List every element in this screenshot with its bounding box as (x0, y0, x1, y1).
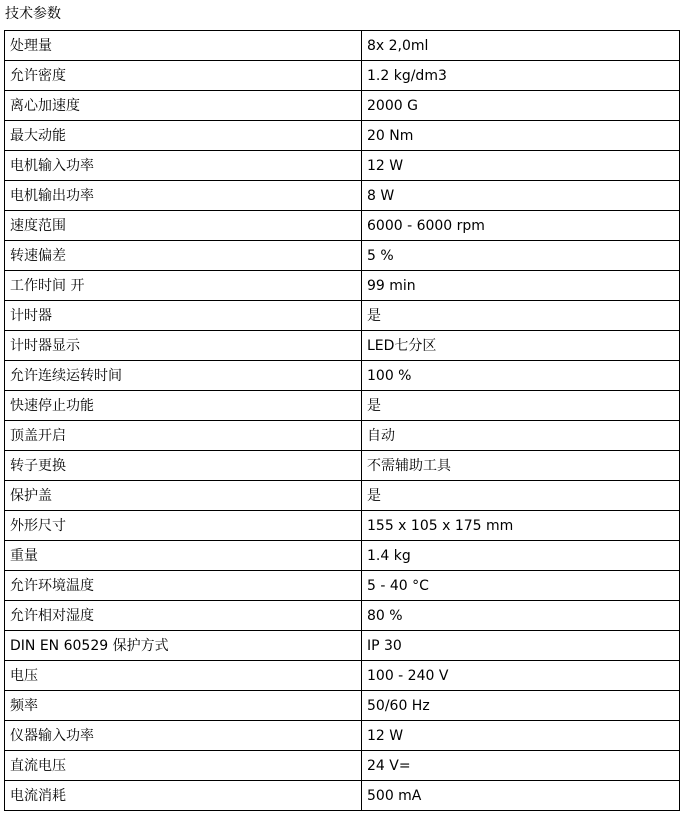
section-title: 技术参数 (5, 6, 61, 22)
spec-name-cell: 电流消耗 (5, 781, 362, 811)
spec-table (4, 30, 680, 811)
spec-name-cell: 保护盖 (5, 481, 362, 511)
spec-value-cell: 是 (362, 481, 680, 511)
spec-value-cell: 100 % (362, 361, 680, 391)
spec-value-cell: 6000 - 6000 rpm (362, 211, 680, 241)
table-row (5, 721, 680, 751)
table-row (5, 481, 680, 511)
spec-name-cell: 外形尺寸 (5, 511, 362, 541)
spec-name-cell: 最大动能 (5, 121, 362, 151)
spec-value-cell: 自动 (362, 421, 680, 451)
spec-value-cell: 5 % (362, 241, 680, 271)
table-row (5, 541, 680, 571)
table-row (5, 271, 680, 301)
table-row (5, 571, 680, 601)
spec-value-cell: 1.2 kg/dm3 (362, 61, 680, 91)
spec-value-cell: 5 - 40 °C (362, 571, 680, 601)
table-row (5, 661, 680, 691)
table-row (5, 181, 680, 211)
spec-value-cell: 是 (362, 301, 680, 331)
table-row (5, 331, 680, 361)
table-row (5, 361, 680, 391)
table-row (5, 511, 680, 541)
spec-name-cell: 顶盖开启 (5, 421, 362, 451)
spec-value-cell: 50/60 Hz (362, 691, 680, 721)
table-row (5, 121, 680, 151)
spec-value-cell: 155 x 105 x 175 mm (362, 511, 680, 541)
table-row (5, 301, 680, 331)
spec-name-cell: 电机输入功率 (5, 151, 362, 181)
spec-table-body (5, 31, 680, 811)
table-row (5, 241, 680, 271)
spec-name-cell: 电机输出功率 (5, 181, 362, 211)
spec-name-cell: DIN EN 60529 保护方式 (5, 631, 362, 661)
spec-value-cell: 不需辅助工具 (362, 451, 680, 481)
table-row (5, 391, 680, 421)
spec-name-cell: 允许连续运转时间 (5, 361, 362, 391)
spec-name-cell: 转速偏差 (5, 241, 362, 271)
spec-name-cell: 允许环境温度 (5, 571, 362, 601)
spec-value-cell: 8x 2,0ml (362, 31, 680, 61)
spec-value-cell: 12 W (362, 151, 680, 181)
spec-name-cell: 离心加速度 (5, 91, 362, 121)
spec-value-cell: 1.4 kg (362, 541, 680, 571)
spec-name-cell: 允许密度 (5, 61, 362, 91)
table-row (5, 421, 680, 451)
spec-name-cell: 直流电压 (5, 751, 362, 781)
spec-value-cell: 99 min (362, 271, 680, 301)
spec-value-cell: 2000 G (362, 91, 680, 121)
spec-name-cell: 重量 (5, 541, 362, 571)
table-row (5, 451, 680, 481)
spec-name-cell: 处理量 (5, 31, 362, 61)
spec-name-cell: 计时器 (5, 301, 362, 331)
spec-value-cell: 20 Nm (362, 121, 680, 151)
table-row (5, 691, 680, 721)
spec-value-cell: 500 mA (362, 781, 680, 811)
spec-name-cell: 工作时间 开 (5, 271, 362, 301)
spec-value-cell: 是 (362, 391, 680, 421)
spec-value-cell: IP 30 (362, 631, 680, 661)
spec-value-cell: 100 - 240 V (362, 661, 680, 691)
spec-value-cell: 12 W (362, 721, 680, 751)
table-row (5, 601, 680, 631)
table-row (5, 61, 680, 91)
spec-name-cell: 允许相对湿度 (5, 601, 362, 631)
spec-name-cell: 电压 (5, 661, 362, 691)
table-row (5, 751, 680, 781)
spec-name-cell: 仪器输入功率 (5, 721, 362, 751)
table-row (5, 91, 680, 121)
spec-name-cell: 快速停止功能 (5, 391, 362, 421)
spec-name-cell: 转子更换 (5, 451, 362, 481)
spec-name-cell: 计时器显示 (5, 331, 362, 361)
spec-name-cell: 速度范围 (5, 211, 362, 241)
table-row (5, 151, 680, 181)
table-row (5, 781, 680, 811)
spec-value-cell: 8 W (362, 181, 680, 211)
table-row (5, 31, 680, 61)
table-row (5, 631, 680, 661)
spec-name-cell: 频率 (5, 691, 362, 721)
spec-value-cell: 80 % (362, 601, 680, 631)
table-row (5, 211, 680, 241)
spec-value-cell: 24 V= (362, 751, 680, 781)
spec-value-cell: LED七分区 (362, 331, 680, 361)
